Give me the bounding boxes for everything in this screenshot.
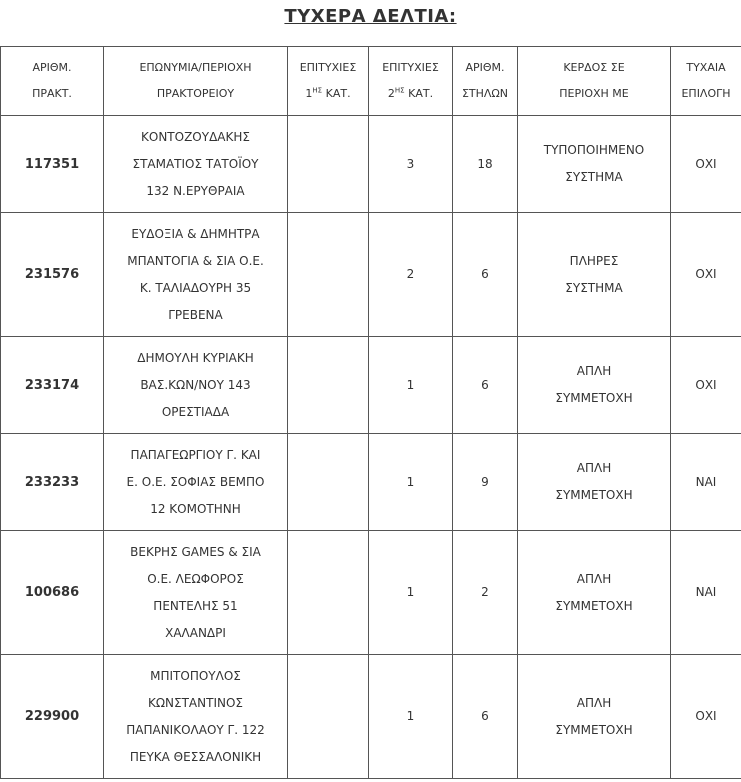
columns-count-cell: 18 <box>453 116 518 213</box>
random-pick-cell: ΟΧΙ <box>671 213 741 337</box>
columns-count-cell: 6 <box>453 337 518 434</box>
agency-name-cell: ΚΟΝΤΟΖΟΥΔΑΚΗΣ ΣΤΑΜΑΤΙΟΣ ΤΑΤΟΪΟΥ 132 Ν.ΕΡΥΘΡΑΙΑ <box>104 116 288 213</box>
system-type-cell: ΑΠΛΗ ΣΥΜΜΕΤΟΧΗ <box>518 337 671 434</box>
system-type-cell: ΤΥΠΟΠΟΙΗΜΕΝΟ ΣΥΣΤΗΜΑ <box>518 116 671 213</box>
agency-number-cell: 229900 <box>1 655 104 779</box>
agency-number-cell: 231576 <box>1 213 104 337</box>
first-category-cell <box>288 531 369 655</box>
columns-count-cell: 9 <box>453 434 518 531</box>
second-category-cell: 2 <box>369 213 453 337</box>
system-type-cell: ΑΠΛΗ ΣΥΜΜΕΤΟΧΗ <box>518 655 671 779</box>
first-category-cell <box>288 655 369 779</box>
header-random-pick: ΤΥΧΑΙΑ ΕΠΙΛΟΓΗ <box>671 47 741 116</box>
second-category-cell: 1 <box>369 434 453 531</box>
agency-name-cell: ΔΗΜΟΥΛΗ ΚΥΡΙΑΚΗ ΒΑΣ.ΚΩΝ/ΝΟΥ 143 ΟΡΕΣΤΙΑΔΑ <box>104 337 288 434</box>
second-category-cell: 1 <box>369 655 453 779</box>
table-header-row <box>1 47 741 116</box>
random-pick-cell: ΟΧΙ <box>671 655 741 779</box>
table-row <box>1 434 741 531</box>
agency-number-cell: 100686 <box>1 531 104 655</box>
header-first-category: ΕΠΙΤΥΧΙΕΣ $1^{H\Sigma}$ ΚΑΤ. <box>288 47 369 116</box>
system-type-cell: ΑΠΛΗ ΣΥΜΜΕΤΟΧΗ <box>518 531 671 655</box>
agency-name-cell: ΜΠΙΤΟΠΟΥΛΟΣ ΚΩΝΣΤΑΝΤΙΝΟΣ ΠΑΠΑΝΙΚΟΛΑΟΥ Γ. 122 ΠΕΥΚΑ ΘΕΣΣΑΛΟΝΙΚΗ <box>104 655 288 779</box>
system-type-cell: ΑΠΛΗ ΣΥΜΜΕΤΟΧΗ <box>518 434 671 531</box>
agency-name-cell: ΒΕΚΡΗΣ GAMES & ΣΙΑ Ο.Ε. ΛΕΩΦΟΡΟΣ ΠΕΝΤΕΛΗΣ 51 ΧΑΛΑΝΔΡΙ <box>104 531 288 655</box>
page-title: ΤΥΧΕΡΑ ΔΕΛΤΙΑ: <box>284 6 457 27</box>
system-type-cell: ΠΛΗΡΕΣ ΣΥΣΤΗΜΑ <box>518 213 671 337</box>
columns-count-cell: 6 <box>453 213 518 337</box>
columns-count-cell: 6 <box>453 655 518 779</box>
table-row <box>1 337 741 434</box>
second-category-cell: 3 <box>369 116 453 213</box>
header-agency-number: ΑΡΙΘΜ. ΠΡΑΚΤ. <box>1 47 104 116</box>
header-system-type: ΚΕΡΔΟΣ ΣΕ ΠΕΡΙΟΧΗ ΜΕ <box>518 47 671 116</box>
agency-name-cell: ΠΑΠΑΓΕΩΡΓΙΟΥ Γ. ΚΑΙ Ε. Ο.Ε. ΣΟΦΙΑΣ ΒΕΜΠΟ 12 ΚΟΜΟΤΗΝΗ <box>104 434 288 531</box>
agency-number-cell: 117351 <box>1 116 104 213</box>
first-category-cell <box>288 116 369 213</box>
random-pick-cell: ΝΑΙ <box>671 434 741 531</box>
random-pick-cell: ΟΧΙ <box>671 116 741 213</box>
header-agency-name: ΕΠΩΝΥΜΙΑ/ΠΕΡΙΟΧΗ ΠΡΑΚΤΟΡΕΙΟΥ <box>104 47 288 116</box>
second-category-cell: 1 <box>369 531 453 655</box>
table-row <box>1 655 741 779</box>
table-row <box>1 116 741 213</box>
columns-count-cell: 2 <box>453 531 518 655</box>
header-second-category: ΕΠΙΤΥΧΙΕΣ $2^{H\Sigma}$ ΚΑΤ. <box>369 47 453 116</box>
agency-number-cell: 233174 <box>1 337 104 434</box>
random-pick-cell: ΟΧΙ <box>671 337 741 434</box>
random-pick-cell: ΝΑΙ <box>671 531 741 655</box>
table-row <box>1 531 741 655</box>
second-category-cell: 1 <box>369 337 453 434</box>
first-category-cell <box>288 213 369 337</box>
first-category-cell <box>288 337 369 434</box>
agency-name-cell: ΕΥΔΟΞΙΑ & ΔΗΜΗΤΡΑ ΜΠΑΝΤΟΓΙΑ & ΣΙΑ Ο.Ε. Κ. ΤΑΛΙΑΔΟΥΡΗ 35 ΓΡΕΒΕΝΑ <box>104 213 288 337</box>
table-row <box>1 213 741 337</box>
header-columns-count: ΑΡΙΘΜ. ΣΤΗΛΩΝ <box>453 47 518 116</box>
first-category-cell <box>288 434 369 531</box>
winning-tickets-table <box>0 46 741 779</box>
agency-number-cell: 233233 <box>1 434 104 531</box>
